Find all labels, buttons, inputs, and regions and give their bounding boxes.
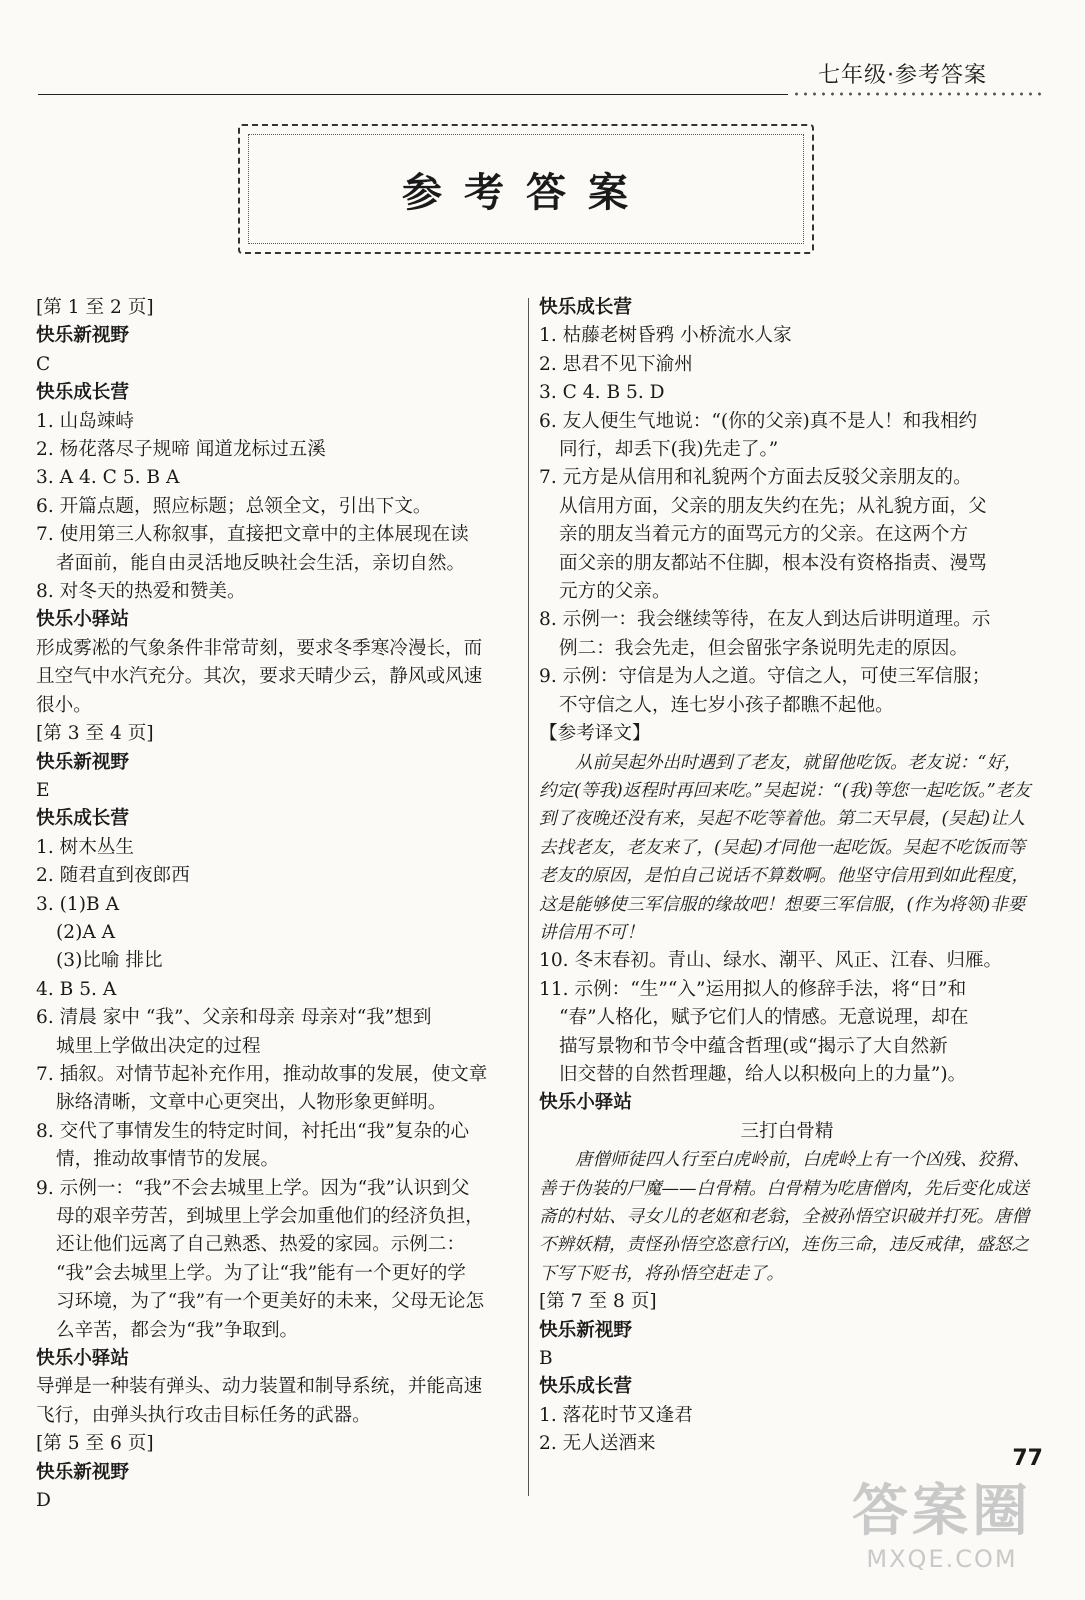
answer-continuation: 脉络清晰，文章中心更突出，人物形象更鲜明。 xyxy=(56,1092,447,1114)
answer-continuation: 城里上学做出决定的过程 xyxy=(56,1035,261,1057)
answer-continuation: 者面前，能自由灵活地反映社会生活，亲切自然。 xyxy=(56,552,466,574)
page-range-label: [第 3 至 4 页] xyxy=(36,723,154,745)
page-range-label: [第 7 至 8 页] xyxy=(539,1291,657,1313)
right-column xyxy=(539,294,1035,1459)
answer-continuation: 么辛苦，都会为“我”争取到。 xyxy=(56,1319,299,1341)
answer-line: 形成雾凇的气象条件非常苛刻，要求冬季寒冷漫长，而 xyxy=(36,637,483,659)
header-rule xyxy=(38,94,788,95)
answer-line: 9. 示例：守信是为人之道。守信之人，可使三军信服； xyxy=(539,666,991,688)
page-range-label: [第 1 至 2 页] xyxy=(36,297,154,318)
section-heading: 快乐成长营 xyxy=(36,808,129,830)
answer-line: 8. 交代了事情发生的特定时间，衬托出“我”复杂的心 xyxy=(36,1120,470,1142)
answer-line: 1. 山岛竦峙 xyxy=(36,410,135,432)
answer-line: 8. 示例一：我会继续等待，在友人到达后讲明道理。示 xyxy=(539,609,991,631)
answer-line: 2. 随君直到夜郎西 xyxy=(36,865,190,887)
answer-line: 6. 开篇点题，照应标题；总领全文，引出下文。 xyxy=(36,495,432,517)
section-heading: 快乐新视野 xyxy=(36,325,129,347)
answer-continuation: 情，推动故事情节的发展。 xyxy=(56,1149,280,1171)
answer-continuation: (3)比喻 排比 xyxy=(56,950,163,972)
answer-line: 3. (1)B A xyxy=(36,893,119,915)
answer-line: 且空气中水汽充分。其次，要求天晴少云，静风或风速 xyxy=(36,666,483,688)
answer-continuation: 从信用方面，父亲的朋友失约在先；从礼貌方面，父 xyxy=(559,495,987,517)
answer-line: 1. 枯藤老树昏鸦 小桥流水人家 xyxy=(539,325,792,347)
section-heading: 快乐成长营 xyxy=(539,1376,632,1398)
answer-line: 很小。 xyxy=(36,694,92,716)
story-title: 三打白骨精 xyxy=(740,1120,834,1142)
column-divider xyxy=(528,298,529,1496)
answer-continuation: 同行，却丢下(我)先走了。” xyxy=(559,439,779,461)
answer-continuation: 元方的父亲。 xyxy=(559,581,671,603)
header-title: 七年级·参考答案 xyxy=(818,63,987,88)
answer-line: 9. 示例一：“我”不会去城里上学。因为“我”认识到父 xyxy=(36,1177,470,1199)
section-heading: 快乐新视野 xyxy=(36,1461,129,1483)
answer-line: C xyxy=(36,353,51,375)
section-heading: 快乐新视野 xyxy=(36,751,129,773)
answer-line: 8. 对冬天的热爱和赞美。 xyxy=(36,581,246,603)
answer-line: 2. 杨花落尽子规啼 闻道龙标过五溪 xyxy=(36,439,326,461)
answer-continuation: “春”人格化，赋予它们人的情感。无意说理，却在 xyxy=(559,1007,969,1029)
answer-line: 11. 示例：“生”“入”运用拟人的修辞手法，将“日”和 xyxy=(539,978,967,1000)
section-heading: 快乐成长营 xyxy=(36,382,129,404)
answer-line: B xyxy=(539,1348,553,1370)
answer-line: 2. 思君不见下渝州 xyxy=(539,353,693,375)
section-heading: 快乐新视野 xyxy=(539,1319,632,1341)
answer-continuation: 母的艰辛劳苦，到城里上学会加重他们的经济负担， xyxy=(56,1206,484,1227)
answer-line: E xyxy=(36,779,50,801)
answer-continuation: 还让他们远离了自己熟悉、热爱的家园。示例二： xyxy=(56,1234,466,1256)
translation-paragraph: 从前吴起外出时遇到了老友，就留他吃饭。老友说：“好，约定(等我)返程时再回来吃。”吴起说：“(我)等您一起吃饭。”老友到了夜晚还没有来，吴起不吃等着他。第二天早晨，(吴起)让人去找老友，老友来了，(吴起)才同他一起吃饭。吴起不吃饭而等老友的原因，是怕自己说话不算数啊。他坚守信用到如此程度，这是能够使三军信服的缘故吧！想要三军信服，(作为将领)非要讲信用不可！ xyxy=(539,752,1031,943)
answer-continuation: 不守信之人，连七岁小孩子都瞧不起他。 xyxy=(559,694,894,716)
watermark-logo: 答案圈 xyxy=(852,1479,1032,1544)
watermark-url: MXQE.COM xyxy=(866,1545,1018,1573)
answer-line: 7. 元方是从信用和礼貌两个方面去反驳父亲朋友的。 xyxy=(539,467,972,489)
answer-continuation: (2)A A xyxy=(56,921,116,943)
title-frame xyxy=(238,124,814,254)
answer-line: 1. 落花时节又逢君 xyxy=(539,1404,693,1426)
page-number: 77 xyxy=(1012,1446,1043,1471)
watermark xyxy=(827,1480,1057,1588)
answer-continuation: 面父亲的朋友都站不住脚，根本没有资格指责、漫骂 xyxy=(559,552,987,574)
answer-line: 2. 无人送酒来 xyxy=(539,1433,656,1455)
section-heading: 快乐成长营 xyxy=(539,297,632,318)
answer-line: 飞行，由弹头执行攻击目标任务的武器。 xyxy=(36,1404,371,1426)
answer-line: 7. 使用第三人称叙事，直接把文章中的主体展现在读 xyxy=(36,524,469,546)
answer-line: 【参考译文】 xyxy=(539,723,651,745)
section-heading: 快乐小驿站 xyxy=(539,1092,632,1114)
left-column xyxy=(36,294,520,1515)
section-heading: 快乐小驿站 xyxy=(36,1348,129,1370)
answer-continuation: 习环境，为了“我”有一个更美好的未来，父母无论怎 xyxy=(56,1291,485,1313)
answer-line: 3. C 4. B 5. D xyxy=(539,382,665,404)
page-title: 参考答案 xyxy=(402,168,650,216)
answer-line: 6. 友人便生气地说：“(你的父亲)真不是人！和我相约 xyxy=(539,410,978,432)
answer-line: 10. 冬末春初。青山、绿水、潮平、风正、江春、归雁。 xyxy=(539,950,1003,972)
answer-continuation: 亲的朋友当着元方的面骂元方的父亲。在这两个方 xyxy=(559,524,969,546)
page-range-label: [第 5 至 6 页] xyxy=(36,1433,154,1455)
answer-line: D xyxy=(36,1490,51,1512)
answer-line: 6. 清晨 家中 “我”、父亲和母亲 母亲对“我”想到 xyxy=(36,1007,432,1029)
section-heading: 快乐小驿站 xyxy=(36,609,129,631)
answer-continuation: 描写景物和节令中蕴含哲理(或“揭示了大自然新 xyxy=(559,1035,948,1057)
answer-line: 1. 树木丛生 xyxy=(36,836,135,858)
answer-continuation: “我”会去城里上学。为了让“我”能有一个更好的学 xyxy=(56,1262,466,1284)
answer-line: 导弹是一种装有弹头、动力装置和制导系统，并能高速 xyxy=(36,1376,483,1398)
answer-continuation: 例二：我会先走，但会留张字条说明先走的原因。 xyxy=(559,637,969,659)
answer-line: 3. A 4. C 5. B A xyxy=(36,467,180,489)
answer-line: 4. B 5. A xyxy=(36,978,117,1000)
translation-paragraph: 唐僧师徒四人行至白虎岭前，白虎岭上有一个凶残、狡猾、善于伪装的尸魔——白骨精。白骨精为吃唐僧肉，先后变化成送斋的村姑、寻女儿的老妪和老翁，全被孙悟空识破并打死。唐僧不辨妖精，责怪孙悟空恣意行凶，连伤三命，违反戒律，盛怒之下写下贬书，将孙悟空赶走了。 xyxy=(539,1150,1030,1284)
answer-continuation: 旧交替的自然哲理趣，给人以积极向上的力量”)。 xyxy=(559,1063,967,1085)
answer-line: 7. 插叙。对情节起补充作用，推动故事的发展，使文章 xyxy=(36,1063,488,1085)
header-dotted-rule xyxy=(792,89,1042,99)
